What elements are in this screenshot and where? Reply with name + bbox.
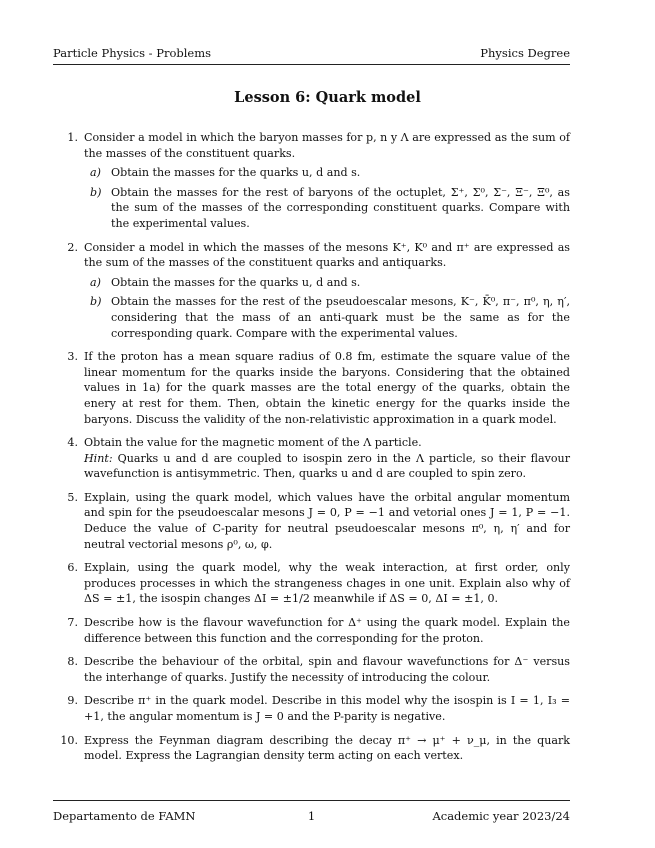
page-title: Lesson 6: Quark model — [234, 89, 421, 106]
problem-5 — [53, 490, 570, 552]
problem-text: Describe the behaviour of the orbital, spin and flavour wavefunctions for Δ⁻ versus the interhange of quarks. Justify the necessity of introducing the colour. — [84, 655, 570, 684]
problem-7 — [53, 615, 570, 646]
subproblem-2b — [84, 294, 570, 341]
problem-number: 9. — [67, 694, 78, 708]
problem-number: 1. — [67, 131, 78, 144]
problem-text: Explain, using the quark model, why the weak interaction, at first order, only produces processes in which the strangeness chages in one unit. Explain also why of ΔS = ±1, the isospin changes ΔI = ±1/2 meanwhile if ΔS = 0, ΔI = ±1, 0. — [84, 561, 570, 606]
problem-number: 3. — [67, 350, 78, 364]
problem-text: Consider a model in which the baryon masses for p, n y Λ are expressed as the sum of the masses of the constituent quarks. — [84, 131, 570, 160]
subproblem-2a — [84, 275, 570, 291]
problem-number: 5. — [67, 490, 78, 504]
subproblem-text: Obtain the masses for the quarks u, d and s. — [111, 166, 361, 180]
problem-text: Express the Feynman diagram describing the decay π⁺ → μ⁺ + ν_μ, in the quark model. Express the Lagrangian density term acting on each vertex. — [84, 733, 570, 763]
subproblem-label: a) — [90, 275, 101, 289]
problem-number: 10. — [60, 733, 78, 747]
problem-number: 8. — [67, 655, 78, 669]
problem-text: Explain, using the quark model, which values have the orbital angular momentum and spin for the pseudoescalar mesons J = 0, P = −1 and vetorial ones J = 1, P = −1. Deduce the value of C-parity for neutral pseudoescalar mesons π⁰, η, η′ and for neutral vectorial mesons ρ⁰, ω, φ. — [84, 490, 570, 551]
header-degree: Physics Degree — [480, 46, 570, 60]
hint-label: Hint: — [84, 451, 113, 465]
subproblem-1b — [84, 185, 570, 232]
problem-statement: Obtain the value for the magnetic moment of the Λ particle. — [84, 436, 422, 450]
problem-number: 2. — [67, 240, 78, 254]
subproblem-text: Obtain the masses for the rest of the pseudoescalar mesons, K⁻, K̄⁰, π⁻, π⁰, η, η′, considering that the mass of an anti-quark must be the same as for the corresponding quark. Compare with the experimental values. — [111, 295, 570, 340]
subproblem-label: b) — [90, 185, 102, 199]
footer-rule — [53, 800, 570, 801]
problem-4 — [53, 435, 570, 482]
problem-2 — [53, 240, 570, 342]
footer-academic-year: Academic year 2023/24 — [432, 809, 570, 823]
problem-1 — [53, 130, 570, 232]
problem-number: 6. — [67, 561, 78, 575]
problem-text: Describe π⁺ in the quark model. Describe in this model why the isospin is I = 1, I₃ = +1, the angular momentum is J = 0 and the P-parity is negative. — [84, 694, 570, 723]
problem-text: Describe how is the flavour wavefunction for Δ⁺ using the quark model. Explain the difference between this function and the corresponding for the proton. — [84, 616, 570, 645]
header-rule — [53, 64, 570, 65]
header-course: Particle Physics - Problems — [53, 46, 212, 60]
subproblem-text: Obtain the masses for the rest of baryons of the octuplet, Σ⁺, Σ⁰, Σ⁻, Ξ⁻, Ξ⁰, as the sum of the masses of the corresponding constituent quarks. Compare with the experimental values. — [111, 185, 570, 230]
problem-9 — [53, 693, 570, 724]
subproblem-label: a) — [90, 166, 101, 180]
hint-text: Quarks u and d are coupled to isospin zero in the Λ particle, so their flavour wavefunction is antisymmetric. Then, quarks u and d are coupled to spin zero. — [84, 451, 570, 481]
problem-6 — [53, 560, 570, 607]
problem-3 — [53, 349, 570, 427]
subproblem-1a — [84, 165, 570, 181]
subproblem-text: Obtain the masses for the quarks u, d and s. — [111, 275, 361, 289]
problem-8 — [53, 654, 570, 685]
subproblem-label: b) — [90, 295, 102, 309]
page-number: 1 — [307, 809, 316, 823]
problem-text: If the proton has a mean square radius of 0.8 fm, estimate the square value of the linear momentum for the quarks inside the baryons. Considering that the obtained values in 1a) for the quark masses are the total energy of the quarks, obtain the enery at rest for them. Then, obtain the kinetic energy for the quarks inside the baryons. Discuss the validity of the non-relativistic approximation in a quark model. — [84, 350, 570, 426]
problem-10 — [53, 733, 570, 764]
problem-number: 4. — [67, 436, 78, 450]
problem-number: 7. — [67, 616, 78, 630]
problem-list — [53, 130, 570, 772]
footer-department: Departamento de FAMN — [53, 809, 196, 823]
problem-text: Consider a model in which the masses of the mesons K⁺, K⁰ and π⁺ are expressed as the sum of the masses of the constituent quarks and antiquarks. — [84, 240, 570, 270]
problem-text — [84, 435, 570, 482]
